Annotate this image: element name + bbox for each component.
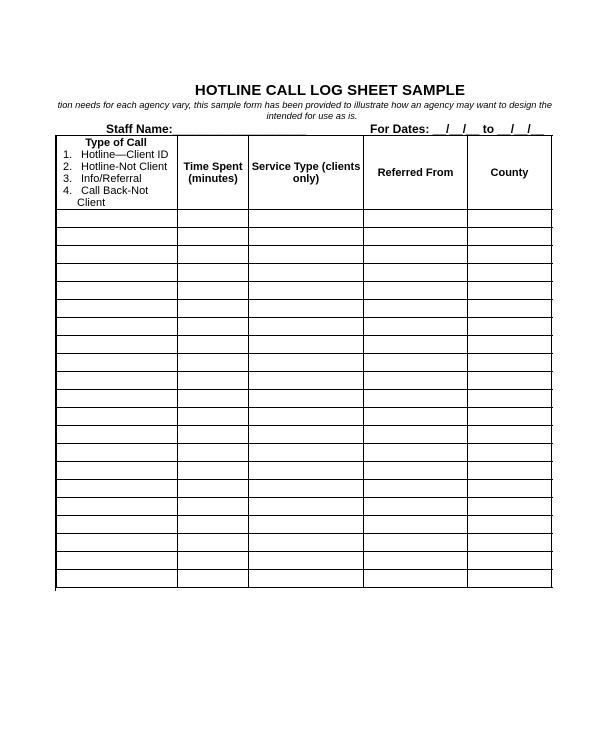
table-cell[interactable] (57, 228, 178, 246)
table-cell[interactable] (249, 570, 364, 588)
table-cell[interactable] (249, 480, 364, 498)
table-cell[interactable] (57, 210, 178, 228)
table-cell[interactable] (249, 498, 364, 516)
intro-text-line-1-content: tion needs for each agency vary, this sample form has been provided to illustrate how an agency may want to design the (57, 100, 552, 110)
type-option-2-text: Hotline-Not Client (81, 161, 168, 173)
table-cell[interactable] (57, 480, 178, 498)
table-cell[interactable] (178, 498, 249, 516)
table-cell[interactable] (249, 282, 364, 300)
table-cell[interactable] (364, 408, 468, 426)
call-log-rows (57, 210, 554, 588)
table-row (57, 210, 554, 228)
type-option-2-number: 2. (63, 161, 73, 173)
type-option-1 (63, 149, 177, 161)
table-cell[interactable] (364, 498, 468, 516)
table-cell[interactable] (552, 210, 554, 228)
column-header-referred-from: Referred From (364, 136, 468, 210)
table-cell[interactable] (468, 570, 552, 588)
table-cell[interactable] (364, 534, 468, 552)
table-cell[interactable] (364, 318, 468, 336)
table-row (57, 516, 554, 534)
table-cell[interactable] (468, 480, 552, 498)
table-cell[interactable] (178, 318, 249, 336)
table-cell[interactable] (178, 462, 249, 480)
type-option-3-text: Info/Referral (81, 173, 142, 185)
table-cell[interactable] (364, 210, 468, 228)
table-row (57, 336, 554, 354)
dates-blank[interactable]: __/__/__ to __/__/__ (429, 122, 545, 136)
table-cell[interactable] (57, 264, 178, 282)
table-row (57, 372, 554, 390)
type-option-3-number: 3. (63, 173, 73, 185)
table-cell[interactable] (178, 300, 249, 318)
table-cell[interactable] (552, 264, 554, 282)
table-cell[interactable] (57, 516, 178, 534)
table-cell[interactable] (178, 372, 249, 390)
column-header-extra (552, 136, 554, 210)
table-row (57, 390, 554, 408)
table-cell[interactable] (364, 246, 468, 264)
table-cell[interactable] (57, 498, 178, 516)
table-cell[interactable] (249, 552, 364, 570)
dates-field (370, 122, 552, 136)
table-cell[interactable] (178, 246, 249, 264)
table-cell[interactable] (178, 336, 249, 354)
table-cell[interactable] (364, 570, 468, 588)
table-cell[interactable] (468, 336, 552, 354)
table-cell[interactable] (178, 390, 249, 408)
table-cell[interactable] (468, 498, 552, 516)
table-cell[interactable] (178, 552, 249, 570)
table-cell[interactable] (468, 282, 552, 300)
staff-name-field (106, 122, 306, 136)
table-cell[interactable] (552, 570, 554, 588)
table-cell[interactable] (178, 408, 249, 426)
table-cell[interactable] (552, 372, 554, 390)
staff-name-blank[interactable]: ____________________ (172, 122, 307, 136)
type-option-1-text: Hotline—Client ID (81, 149, 169, 161)
table-cell[interactable] (249, 516, 364, 534)
type-of-call-options (63, 149, 177, 209)
table-cell[interactable] (468, 318, 552, 336)
table-row (57, 318, 554, 336)
table-row (57, 444, 554, 462)
table-cell[interactable] (364, 444, 468, 462)
call-log-table (56, 135, 553, 588)
table-row (57, 534, 554, 552)
table-row (57, 408, 554, 426)
table-cell[interactable] (178, 516, 249, 534)
table-row (57, 228, 554, 246)
table-cell[interactable] (364, 372, 468, 390)
table-row (57, 300, 554, 318)
table-cell[interactable] (364, 264, 468, 282)
type-of-call-heading: Type of Call (85, 137, 147, 149)
table-cell[interactable] (552, 300, 554, 318)
table-cell[interactable] (249, 354, 364, 372)
table-cell[interactable] (552, 426, 554, 444)
type-option-4-text: Call Back-Not (81, 185, 149, 197)
table-cell[interactable] (468, 228, 552, 246)
table-cell[interactable] (468, 516, 552, 534)
table-cell[interactable] (249, 390, 364, 408)
table-cell[interactable] (552, 228, 554, 246)
table-cell[interactable] (249, 444, 364, 462)
intro-text-line-1 (56, 100, 552, 110)
table-cell[interactable] (552, 282, 554, 300)
table-cell[interactable] (249, 336, 364, 354)
table-cell[interactable] (364, 336, 468, 354)
table-row (57, 462, 554, 480)
column-header-type-of-call (57, 136, 178, 210)
table-cell[interactable] (57, 444, 178, 462)
table-cell[interactable] (468, 354, 552, 372)
table-cell[interactable] (57, 534, 178, 552)
table-cell[interactable] (178, 480, 249, 498)
table-cell[interactable] (249, 300, 364, 318)
table-cell[interactable] (468, 210, 552, 228)
dates-label: For Dates: (370, 122, 430, 136)
staff-name-label: Staff Name: (106, 122, 173, 136)
table-cell[interactable] (249, 408, 364, 426)
table-row (57, 480, 554, 498)
table-cell[interactable] (468, 408, 552, 426)
table-cell[interactable] (552, 480, 554, 498)
table-row (57, 354, 554, 372)
table-cell[interactable] (468, 462, 552, 480)
call-log-sheet (55, 135, 553, 591)
table-cell[interactable] (249, 246, 364, 264)
table-cell[interactable] (552, 444, 554, 462)
table-cell[interactable] (468, 264, 552, 282)
table-cell[interactable] (552, 408, 554, 426)
table-cell[interactable] (57, 408, 178, 426)
table-cell[interactable] (57, 372, 178, 390)
table-cell[interactable] (57, 282, 178, 300)
type-option-3 (63, 173, 177, 185)
table-row (57, 498, 554, 516)
intro-text-line-2: intended for use as is. (266, 111, 358, 121)
page-title: HOTLINE CALL LOG SHEET SAMPLE (194, 82, 466, 99)
table-cell[interactable] (468, 426, 552, 444)
table-row (57, 570, 554, 588)
table-cell[interactable] (178, 534, 249, 552)
table-row (57, 264, 554, 282)
table-cell[interactable] (178, 228, 249, 246)
type-option-4-wrap: Client (77, 197, 106, 209)
table-cell[interactable] (57, 426, 178, 444)
table-cell[interactable] (364, 516, 468, 534)
table-row (57, 282, 554, 300)
table-cell[interactable] (552, 336, 554, 354)
type-option-1-number: 1. (63, 149, 73, 161)
table-cell[interactable] (178, 354, 249, 372)
table-cell[interactable] (57, 570, 178, 588)
table-cell[interactable] (249, 372, 364, 390)
table-row (57, 246, 554, 264)
type-option-4 (63, 185, 177, 197)
table-cell[interactable] (178, 426, 249, 444)
table-cell[interactable] (552, 534, 554, 552)
type-option-2 (63, 161, 177, 173)
table-cell[interactable] (364, 462, 468, 480)
table-cell[interactable] (364, 426, 468, 444)
table-cell[interactable] (249, 426, 364, 444)
table-cell[interactable] (178, 570, 249, 588)
table-cell[interactable] (552, 390, 554, 408)
table-cell[interactable] (552, 516, 554, 534)
table-row (57, 426, 554, 444)
table-cell[interactable] (249, 318, 364, 336)
table-header-row (57, 136, 554, 210)
table-cell[interactable] (57, 462, 178, 480)
table-cell[interactable] (178, 264, 249, 282)
table-cell[interactable] (552, 246, 554, 264)
column-header-county: County (468, 136, 552, 210)
table-cell[interactable] (364, 552, 468, 570)
table-cell[interactable] (364, 480, 468, 498)
table-cell[interactable] (57, 552, 178, 570)
table-cell[interactable] (468, 534, 552, 552)
table-cell[interactable] (552, 462, 554, 480)
table-cell[interactable] (364, 228, 468, 246)
table-cell[interactable] (552, 552, 554, 570)
table-cell[interactable] (468, 390, 552, 408)
column-header-time-spent: Time Spent (minutes) (178, 136, 249, 210)
table-cell[interactable] (468, 372, 552, 390)
table-cell[interactable] (552, 318, 554, 336)
table-cell[interactable] (178, 210, 249, 228)
table-cell[interactable] (364, 282, 468, 300)
type-option-4-number: 4. (63, 185, 73, 197)
table-cell[interactable] (249, 210, 364, 228)
table-cell[interactable] (57, 300, 178, 318)
table-cell[interactable] (178, 444, 249, 462)
table-cell[interactable] (57, 390, 178, 408)
table-cell[interactable] (364, 390, 468, 408)
table-cell[interactable] (57, 336, 178, 354)
table-cell[interactable] (57, 246, 178, 264)
table-cell[interactable] (468, 552, 552, 570)
table-cell[interactable] (552, 354, 554, 372)
table-cell[interactable] (249, 264, 364, 282)
table-cell[interactable] (364, 354, 468, 372)
table-cell[interactable] (249, 462, 364, 480)
table-cell[interactable] (57, 354, 178, 372)
table-cell[interactable] (552, 498, 554, 516)
table-cell[interactable] (468, 246, 552, 264)
table-cell[interactable] (468, 444, 552, 462)
table-row (57, 552, 554, 570)
table-cell[interactable] (249, 534, 364, 552)
column-header-service-type: Service Type (clients only) (249, 136, 364, 210)
table-cell[interactable] (57, 318, 178, 336)
table-cell[interactable] (249, 228, 364, 246)
table-cell[interactable] (468, 300, 552, 318)
table-cell[interactable] (178, 282, 249, 300)
table-cell[interactable] (364, 300, 468, 318)
